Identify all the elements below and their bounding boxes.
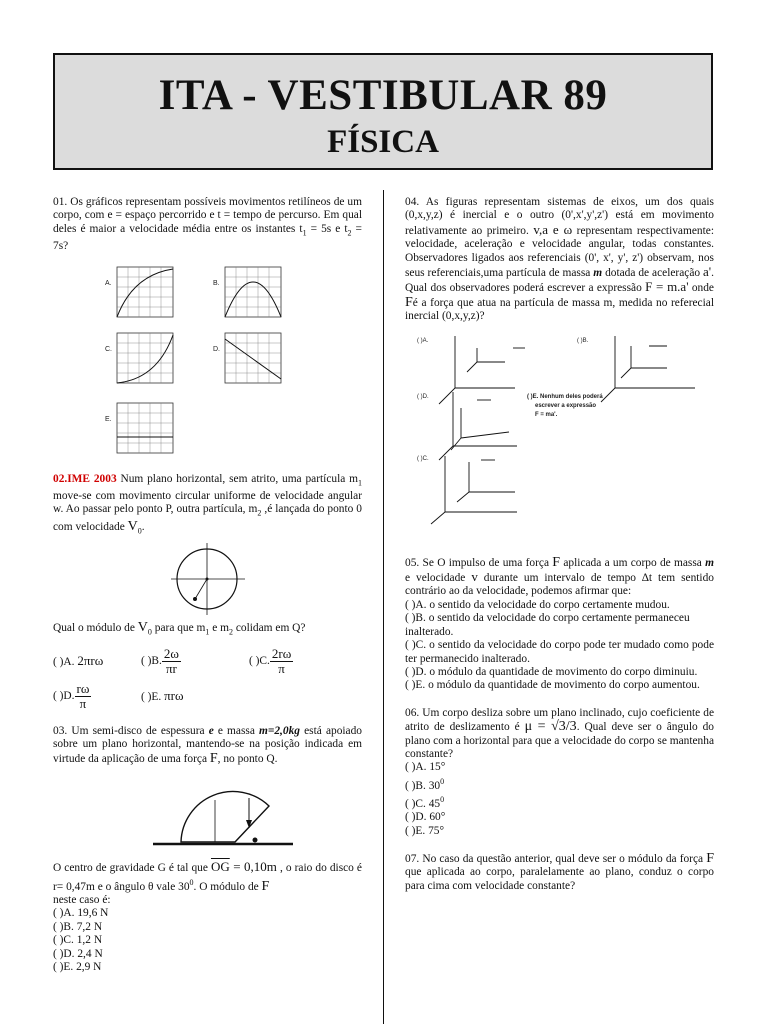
question-01-graphs bbox=[53, 257, 362, 469]
question-03-options bbox=[53, 907, 362, 974]
question-03-cg-text-2: neste caso é: bbox=[53, 893, 111, 906]
option-e[interactable]: ( )E. πrω bbox=[141, 687, 184, 703]
question-02-options-row2 bbox=[53, 682, 362, 711]
page-title: ITA - VESTIBULAR 89 bbox=[158, 72, 608, 119]
question-03-semidisk-figure bbox=[53, 768, 362, 856]
question-03-cg-text: O centro de gravidade G é tal que $\overline{OG} = 0,10m$ , o raio do disco é r= 0,47m e o ângulo θ vale $30^0$. O módulo de F bbox=[53, 859, 362, 894]
question-05-text: 05. Se O impulso de uma força F aplicada a um corpo de massa m e velocidade v durante um intervalo de tempo ∆t tem sentido contrário ao da velocidade, podemos afirmar que: bbox=[405, 554, 714, 598]
graph-c-label: C. bbox=[105, 345, 112, 353]
fig-d-label: ( )D. bbox=[417, 393, 429, 400]
option-c[interactable]: ( )C. 1,2 N bbox=[53, 934, 103, 947]
question-02-prompt: Qual o módulo de $V_0$ para que $m_1$ e $m_2$ colidam em Q? bbox=[53, 620, 306, 637]
graph-b-label: B. bbox=[213, 279, 220, 287]
option-b[interactable]: ( )B. $30^0$ bbox=[405, 776, 445, 792]
header-box bbox=[53, 53, 713, 170]
left-column bbox=[53, 196, 362, 974]
option-d[interactable]: ( )D. 60° bbox=[405, 811, 446, 824]
option-e[interactable]: ( )E. 75° bbox=[405, 824, 445, 837]
option-b[interactable]: ( )B. o sentido da velocidade do corpo certamente permaneceu inalterado. bbox=[405, 612, 690, 638]
option-d[interactable]: ( )D. o módulo da quantidade de movimento do corpo diminuiu. bbox=[405, 665, 698, 678]
option-a[interactable]: ( )A. 19,6 N bbox=[53, 907, 109, 920]
option-c[interactable]: ( )C. $\frac{2r\omega}{\pi}$ bbox=[249, 646, 292, 677]
question-04-axes-figure bbox=[405, 328, 714, 528]
option-b[interactable]: ( )B. $\frac{2\omega}{\pi r}$ bbox=[141, 646, 179, 677]
option-d[interactable]: ( )D. 2,4 N bbox=[53, 947, 103, 960]
question-02-text: 02.IME 2003 Num plano horizontal, sem atrito, uma partícula $m_1$ move-se com movimento circular uniforme de velocidade angular w. Ao passar pelo ponto P, outra partícula, $m_2$ ,é lançada do ponto 0 com velocidade $V_0$. bbox=[53, 472, 362, 535]
graph-d-label: D. bbox=[213, 345, 220, 353]
question-01-text: 01. Os gráficos representam possíveis movimentos retilíneos de um corpo, com e = espaço percorrido e t = tempo de percurso. Em qual deles é maior a velocidade média entre os instantes $t_1 = 5s$ e $t_2 = 7s$? bbox=[53, 196, 362, 252]
option-e[interactable]: ( )E. 2,9 N bbox=[53, 960, 102, 973]
right-column bbox=[405, 196, 714, 893]
option-b[interactable]: ( )B. 7,2 N bbox=[53, 920, 103, 933]
question-02-circle-figure bbox=[53, 539, 362, 617]
graph-a-label: A. bbox=[105, 279, 112, 287]
option-a[interactable]: ( )A. 2πrω bbox=[53, 652, 104, 668]
option-a[interactable]: ( )A. o sentido da velocidade do corpo certamente mudou. bbox=[405, 598, 670, 611]
option-d[interactable]: ( )D. $\frac{r\omega}{\pi}$ bbox=[53, 681, 90, 712]
question-02-options-row1 bbox=[53, 647, 362, 676]
fig-e-note-1: ( )E. Nenhum deles poderá bbox=[527, 393, 603, 400]
option-c[interactable]: ( )C. o sentido da velocidade do corpo pode ter mudado como pode ter permanecido inalterado. bbox=[405, 639, 714, 665]
fig-e-note-3: F = ma'. bbox=[535, 411, 558, 418]
fig-e-note-2: escrever a expressão bbox=[535, 402, 597, 409]
fig-c-label: ( )C. bbox=[417, 455, 429, 462]
column-divider bbox=[383, 190, 384, 1024]
question-03-text: 03. Um semi-disco de espessura e e massa m=2,0kg está apoiado sobre um plano horizontal, mantendo-se na posição indicada em virtude da aplicação de uma força F, no ponto Q. bbox=[53, 725, 363, 766]
fig-a-label: ( )A. bbox=[417, 337, 429, 344]
question-04-text: 04. As figuras representam sistemas de eixos, um dos quais (0,x,y,z) é inercial e o outro (0',x',y',z') está em movimento relativamente ao primeiro. v,a e ω representam respectivamente: velocidade, aceleração e velocidade angular, todas constantes. Observadores ligados aos referenciais (0', x', y', z') observam, nos seus referenciais,uma partícula de massa m dotada de aceleração a'. Qual dos observadores poderá escrever a expressão F = m.a' onde Fé a força que atua na partícula de massa m, medida no referecial inercial (0,x,y,z)? bbox=[405, 196, 714, 323]
option-e[interactable]: ( )E. o módulo da quantidade de movimento do corpo aumentou. bbox=[405, 679, 700, 692]
question-07-text: 07. No caso da questão anterior, qual deve ser o módulo da força F que aplicada ao corpo, paralelamente ao plano, conduz o corpo para cima com velocidade constante? bbox=[405, 850, 714, 892]
question-05-options bbox=[405, 599, 714, 693]
fig-b-label: ( )B. bbox=[577, 337, 589, 344]
question-02-tag: 02.IME 2003 bbox=[53, 472, 117, 485]
graph-e-label: E. bbox=[105, 415, 112, 423]
option-c[interactable]: ( )C. $45^0$ bbox=[405, 794, 445, 810]
question-06-text: 06. Um corpo desliza sobre um plano inclinado, cujo coeficiente de atrito de deslizamento é μ = √3/3. Qual deve ser o ângulo do plano com a horizontal para que a velocidade do corpo se mantenha constante? bbox=[405, 706, 715, 760]
question-06-options bbox=[405, 761, 714, 838]
page-subject: FÍSICA bbox=[327, 124, 439, 160]
option-a[interactable]: ( )A. 15° bbox=[405, 761, 446, 774]
